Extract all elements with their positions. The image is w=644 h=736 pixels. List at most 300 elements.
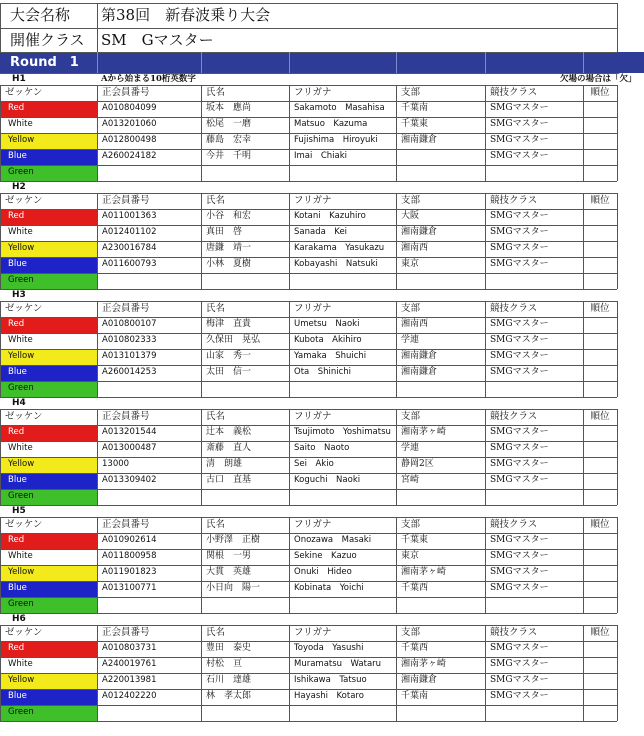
heat-title-row bbox=[0, 397, 644, 409]
grid-vline bbox=[396, 517, 397, 613]
cell-furigana[interactable]: Kobayashi Natsuki bbox=[294, 259, 378, 269]
cell-member-no[interactable]: A010804099 bbox=[102, 103, 157, 113]
round-bar-divider bbox=[583, 52, 584, 73]
cell-rank[interactable] bbox=[583, 689, 617, 705]
cell-member-no[interactable]: A013309402 bbox=[102, 475, 157, 485]
heat-title-row bbox=[0, 181, 644, 193]
cell-name[interactable]: 坂本 應尚 bbox=[206, 103, 252, 113]
cell-member-no[interactable]: A010800107 bbox=[102, 319, 157, 329]
grid-hline bbox=[0, 241, 617, 242]
grid-vline bbox=[289, 85, 290, 181]
cell-furigana[interactable] bbox=[289, 489, 396, 505]
cell-member-no[interactable]: A240019761 bbox=[102, 659, 157, 669]
grid-vline bbox=[289, 625, 290, 721]
cell-rank[interactable] bbox=[583, 673, 617, 689]
cell-branch[interactable]: 学連 bbox=[401, 335, 420, 345]
bib-red: Red bbox=[0, 641, 97, 657]
cell-member-no[interactable]: A230016784 bbox=[102, 243, 157, 253]
col-header-branch: 支部 bbox=[401, 195, 421, 206]
grid-vline bbox=[201, 625, 202, 721]
grid-vline bbox=[97, 301, 98, 397]
bib-blue: Blue bbox=[0, 257, 97, 273]
cell-member-no[interactable]: A013201544 bbox=[102, 427, 157, 437]
cell-furigana[interactable]: Fujishima Hiroyuki bbox=[294, 135, 378, 145]
cell-furigana[interactable] bbox=[289, 705, 396, 721]
col-header-member-no: 正会員番号 bbox=[102, 627, 150, 638]
grid-vline bbox=[396, 625, 397, 721]
cell-name[interactable]: 久保田 晃弘 bbox=[206, 335, 261, 345]
cell-class[interactable]: SMGマスター bbox=[490, 691, 549, 701]
grid-hline bbox=[0, 117, 617, 118]
grid-hline bbox=[0, 317, 617, 318]
cell-rank[interactable] bbox=[583, 581, 617, 597]
cell-name[interactable]: 今井 千明 bbox=[206, 151, 252, 161]
col-header-bib: ゼッケン bbox=[5, 627, 43, 638]
cell-member-no[interactable]: A013101379 bbox=[102, 351, 157, 361]
cell-furigana[interactable]: Ota Shinichi bbox=[294, 367, 352, 377]
cell-rank[interactable] bbox=[583, 257, 617, 273]
cell-name[interactable]: 小日向 陽一 bbox=[206, 583, 261, 593]
cell-rank[interactable] bbox=[583, 241, 617, 257]
col-header-name: 氏名 bbox=[206, 87, 226, 98]
cell-furigana[interactable]: Onuki Hideo bbox=[294, 567, 352, 577]
col-header-rank: 順位 bbox=[590, 303, 610, 314]
cell-member-no[interactable]: A012800498 bbox=[102, 135, 157, 145]
cell-name[interactable] bbox=[201, 273, 289, 289]
cell-name[interactable] bbox=[201, 381, 289, 397]
cell-class[interactable]: SMGマスター bbox=[490, 675, 549, 685]
grid-hline bbox=[0, 441, 617, 442]
cell-branch[interactable]: 大阪 bbox=[401, 211, 420, 221]
bib-yellow: Yellow bbox=[0, 457, 97, 473]
col-header-class: 競技クラス bbox=[490, 195, 538, 206]
grid-vline bbox=[97, 85, 98, 181]
cell-branch[interactable]: 湘南鎌倉 bbox=[401, 367, 438, 377]
col-header-class: 競技クラス bbox=[490, 627, 538, 638]
cell-rank[interactable] bbox=[583, 441, 617, 457]
cell-rank[interactable] bbox=[583, 149, 617, 165]
class-value[interactable]: SM Gマスター bbox=[101, 31, 214, 49]
cell-name[interactable]: 豊田 泰史 bbox=[206, 643, 252, 653]
cell-branch[interactable]: 東京 bbox=[401, 259, 420, 269]
cell-branch[interactable]: 千葉南 bbox=[401, 691, 429, 701]
col-header-furigana: フリガナ bbox=[294, 87, 332, 98]
col-header-furigana: フリガナ bbox=[294, 627, 332, 638]
grid-hline bbox=[0, 517, 617, 518]
cell-member-no[interactable]: A220013981 bbox=[102, 675, 157, 685]
cell-furigana[interactable]: Onozawa Masaki bbox=[294, 535, 372, 545]
col-header-name: 氏名 bbox=[206, 519, 226, 530]
cell-furigana[interactable]: Toyoda Yasushi bbox=[294, 643, 364, 653]
cell-name[interactable]: 村松 亘 bbox=[206, 659, 243, 669]
cell-class[interactable]: SMGマスター bbox=[490, 443, 549, 453]
cell-class[interactable]: SMGマスター bbox=[490, 259, 549, 269]
grid-vline bbox=[0, 301, 1, 397]
cell-class[interactable]: SMGマスター bbox=[490, 335, 549, 345]
cell-name[interactable]: 大貫 英雄 bbox=[206, 567, 252, 577]
grid-hline bbox=[0, 349, 617, 350]
cell-rank[interactable] bbox=[583, 101, 617, 117]
cell-rank[interactable] bbox=[583, 641, 617, 657]
cell-branch[interactable] bbox=[396, 489, 485, 505]
cell-rank[interactable] bbox=[583, 349, 617, 365]
cell-furigana[interactable]: Sekine Kazuo bbox=[294, 551, 357, 561]
cell-rank[interactable] bbox=[583, 365, 617, 381]
cell-rank[interactable] bbox=[583, 549, 617, 565]
cell-branch[interactable] bbox=[396, 705, 485, 721]
cell-class[interactable]: SMGマスター bbox=[490, 227, 549, 237]
cell-class[interactable]: SMGマスター bbox=[490, 459, 549, 469]
grid-vline bbox=[617, 301, 618, 397]
cell-member-no[interactable] bbox=[97, 597, 201, 613]
cell-rank[interactable] bbox=[583, 165, 617, 181]
cell-class[interactable]: SMGマスター bbox=[490, 319, 549, 329]
cell-member-no[interactable]: A260014253 bbox=[102, 367, 157, 377]
cell-class[interactable]: SMGマスター bbox=[490, 103, 549, 113]
grid-hline bbox=[0, 457, 617, 458]
cell-rank[interactable] bbox=[583, 381, 617, 397]
class-label: 開催クラス bbox=[10, 31, 85, 49]
grid-vline bbox=[97, 409, 98, 505]
grid-vline bbox=[0, 517, 1, 613]
cell-name[interactable]: 古口 直基 bbox=[206, 475, 252, 485]
grid-vline bbox=[617, 85, 618, 181]
round-bar-divider bbox=[201, 52, 202, 73]
cell-furigana[interactable]: Karakama Yasukazu bbox=[294, 243, 385, 253]
cell-name[interactable]: 小野澤 正樹 bbox=[206, 535, 261, 545]
grid-hline bbox=[0, 533, 617, 534]
grid-vline bbox=[201, 301, 202, 397]
heat-title: H4 bbox=[12, 398, 26, 408]
grid-hline bbox=[0, 165, 617, 166]
cell-branch[interactable]: 宮崎 bbox=[401, 475, 420, 485]
cell-name[interactable]: 唐鎌 靖一 bbox=[206, 243, 252, 253]
cell-name[interactable]: 清 朗雄 bbox=[206, 459, 243, 469]
cell-furigana[interactable]: Sei Akio bbox=[294, 459, 334, 469]
bib-red: Red bbox=[0, 209, 97, 225]
cell-furigana[interactable]: Umetsu Naoki bbox=[294, 319, 360, 329]
grid-hline bbox=[0, 489, 617, 490]
cell-rank[interactable] bbox=[583, 425, 617, 441]
cell-member-no[interactable]: A012401102 bbox=[102, 227, 157, 237]
bib-blue: Blue bbox=[0, 473, 97, 489]
cell-class[interactable]: SMGマスター bbox=[490, 535, 549, 545]
round-bar-divider bbox=[97, 52, 98, 73]
cell-class[interactable]: SMGマスター bbox=[490, 211, 549, 221]
grid-vline bbox=[583, 625, 584, 721]
cell-furigana[interactable]: Ishikawa Tatsuo bbox=[294, 675, 367, 685]
cell-member-no[interactable]: A012402220 bbox=[102, 691, 157, 701]
cell-rank[interactable] bbox=[583, 273, 617, 289]
cell-furigana[interactable]: Sakamoto Masahisa bbox=[294, 103, 385, 113]
cell-rank[interactable] bbox=[583, 533, 617, 549]
cell-rank[interactable] bbox=[583, 597, 617, 613]
grid-hline bbox=[0, 257, 617, 258]
cell-furigana[interactable]: Matsuo Kazuma bbox=[294, 119, 368, 129]
grid-vline bbox=[0, 3, 1, 52]
cell-member-no[interactable]: 13000 bbox=[102, 459, 130, 469]
cell-branch[interactable] bbox=[396, 273, 485, 289]
cell-furigana[interactable]: Yamaka Shuichi bbox=[294, 351, 367, 361]
cell-furigana[interactable] bbox=[289, 165, 396, 181]
grid-hline bbox=[0, 193, 617, 194]
cell-rank[interactable] bbox=[583, 473, 617, 489]
col-header-member-no: 正会員番号 bbox=[102, 519, 150, 530]
cell-name[interactable]: 太田 信一 bbox=[206, 367, 252, 377]
cell-branch[interactable]: 湘南茅ヶ崎 bbox=[401, 567, 447, 577]
cell-furigana[interactable]: Kobinata Yoichi bbox=[294, 583, 364, 593]
cell-name[interactable]: 小林 夏樹 bbox=[206, 259, 252, 269]
cell-furigana[interactable] bbox=[289, 381, 396, 397]
cell-furigana[interactable]: Hayashi Kotaro bbox=[294, 691, 364, 701]
cell-furigana[interactable] bbox=[289, 597, 396, 613]
cell-member-no[interactable]: A013000487 bbox=[102, 443, 157, 453]
cell-class[interactable] bbox=[485, 273, 583, 289]
cell-furigana[interactable]: Sanada Kei bbox=[294, 227, 348, 237]
grid-vline bbox=[396, 85, 397, 181]
grid-hline bbox=[0, 473, 617, 474]
cell-branch[interactable]: 千葉南 bbox=[401, 103, 429, 113]
bib-yellow: Yellow bbox=[0, 241, 97, 257]
cell-class[interactable]: SMGマスター bbox=[490, 659, 549, 669]
grid-vline bbox=[0, 193, 1, 289]
bib-green: Green bbox=[0, 597, 97, 613]
grid-hline bbox=[0, 181, 617, 182]
cell-branch[interactable]: 学連 bbox=[401, 443, 420, 453]
cell-rank[interactable] bbox=[583, 657, 617, 673]
grid-vline bbox=[396, 301, 397, 397]
col-header-class: 競技クラス bbox=[490, 87, 538, 98]
cell-name[interactable]: 斎藤 直人 bbox=[206, 443, 252, 453]
cell-rank[interactable] bbox=[583, 333, 617, 349]
cell-branch[interactable]: 湘南茅ヶ崎 bbox=[401, 659, 447, 669]
grid-vline bbox=[0, 409, 1, 505]
cell-furigana[interactable]: Kotani Kazuhiro bbox=[294, 211, 366, 221]
cell-class[interactable] bbox=[485, 381, 583, 397]
heat-title: H5 bbox=[12, 506, 26, 516]
event-name-label: 大会名称 bbox=[10, 6, 71, 24]
cell-class[interactable]: SMGマスター bbox=[490, 427, 549, 437]
col-header-member-no: 正会員番号 bbox=[102, 195, 150, 206]
grid-hline bbox=[0, 641, 617, 642]
grid-hline bbox=[0, 225, 617, 226]
cell-name[interactable]: 山家 秀一 bbox=[206, 351, 252, 361]
round-label: Round 1 bbox=[10, 55, 79, 70]
cell-name[interactable]: 梅津 直貴 bbox=[206, 319, 252, 329]
heat-title: H3 bbox=[12, 290, 26, 300]
grid-hline bbox=[0, 397, 617, 398]
grid-hline bbox=[0, 209, 617, 210]
cell-name[interactable]: 石川 達雄 bbox=[206, 675, 252, 685]
cell-rank[interactable] bbox=[583, 225, 617, 241]
bib-white: White bbox=[0, 441, 97, 457]
cell-rank[interactable] bbox=[583, 489, 617, 505]
heat-title-row bbox=[0, 73, 644, 85]
cell-rank[interactable] bbox=[583, 317, 617, 333]
grid-vline bbox=[583, 85, 584, 181]
cell-branch[interactable] bbox=[396, 381, 485, 397]
cell-branch[interactable] bbox=[396, 149, 485, 165]
cell-name[interactable] bbox=[201, 165, 289, 181]
bib-blue: Blue bbox=[0, 365, 97, 381]
grid-vline bbox=[201, 517, 202, 613]
cell-class[interactable] bbox=[485, 165, 583, 181]
col-header-furigana: フリガナ bbox=[294, 411, 332, 422]
col-header-branch: 支部 bbox=[401, 519, 421, 530]
cell-class[interactable] bbox=[485, 489, 583, 505]
cell-name[interactable]: 関根 一男 bbox=[206, 551, 252, 561]
cell-branch[interactable]: 湘南鎌倉 bbox=[401, 135, 438, 145]
cell-name[interactable] bbox=[201, 489, 289, 505]
cell-branch[interactable] bbox=[396, 165, 485, 181]
cell-branch[interactable]: 湘南西 bbox=[401, 319, 429, 329]
cell-member-no[interactable] bbox=[97, 489, 201, 505]
cell-class[interactable]: SMGマスター bbox=[490, 551, 549, 561]
cell-class[interactable]: SMGマスター bbox=[490, 643, 549, 653]
cell-branch[interactable]: 千葉西 bbox=[401, 643, 429, 653]
bib-red: Red bbox=[0, 533, 97, 549]
cell-class[interactable]: SMGマスター bbox=[490, 135, 549, 145]
cell-branch[interactable]: 湘南鎌倉 bbox=[401, 227, 438, 237]
grid-vline bbox=[97, 193, 98, 289]
grid-vline bbox=[396, 409, 397, 505]
bib-white: White bbox=[0, 225, 97, 241]
cell-class[interactable]: SMGマスター bbox=[490, 151, 549, 161]
heat-title-row bbox=[0, 613, 644, 625]
grid-vline bbox=[0, 85, 1, 181]
cell-name[interactable]: 真田 啓 bbox=[206, 227, 243, 237]
cell-class[interactable]: SMGマスター bbox=[490, 119, 549, 129]
grid-vline bbox=[617, 517, 618, 613]
cell-furigana[interactable]: Imai Chiaki bbox=[294, 151, 348, 161]
grid-hline bbox=[0, 689, 617, 690]
cell-branch[interactable]: 千葉西 bbox=[401, 583, 429, 593]
grid-hline bbox=[0, 409, 617, 410]
grid-hline bbox=[0, 73, 617, 74]
grid-hline bbox=[0, 133, 617, 134]
cell-furigana[interactable]: Tsujimoto Yoshimatsu bbox=[294, 427, 391, 437]
cell-member-no[interactable]: A011600793 bbox=[102, 259, 157, 269]
cell-furigana[interactable]: Saito Naoto bbox=[294, 443, 350, 453]
grid-hline bbox=[0, 3, 617, 4]
cell-rank[interactable] bbox=[583, 565, 617, 581]
cell-name[interactable] bbox=[201, 597, 289, 613]
grid-vline bbox=[97, 3, 98, 52]
grid-hline bbox=[0, 381, 617, 382]
heat-title-row bbox=[0, 289, 644, 301]
cell-branch[interactable]: 湘南茅ヶ崎 bbox=[401, 427, 447, 437]
cell-member-no[interactable]: A011001363 bbox=[102, 211, 157, 221]
cell-rank[interactable] bbox=[583, 133, 617, 149]
grid-vline bbox=[396, 193, 397, 289]
cell-rank[interactable] bbox=[583, 457, 617, 473]
cell-class[interactable]: SMGマスター bbox=[490, 475, 549, 485]
cell-furigana[interactable]: Kubota Akihiro bbox=[294, 335, 362, 345]
cell-name[interactable]: 林 孝太郎 bbox=[206, 691, 252, 701]
cell-class[interactable]: SMGマスター bbox=[490, 367, 549, 377]
col-header-bib: ゼッケン bbox=[5, 411, 43, 422]
grid-hline bbox=[0, 28, 617, 29]
grid-vline bbox=[583, 301, 584, 397]
cell-name[interactable] bbox=[201, 705, 289, 721]
event-name-value[interactable]: 第38回 新春波乗り大会 bbox=[101, 6, 271, 24]
cell-branch[interactable]: 湘南鎌倉 bbox=[401, 675, 438, 685]
col-header-name: 氏名 bbox=[206, 411, 226, 422]
cell-branch[interactable]: 千葉東 bbox=[401, 535, 429, 545]
cell-class[interactable]: SMGマスター bbox=[490, 567, 549, 577]
cell-member-no[interactable]: A011800958 bbox=[102, 551, 157, 561]
grid-vline bbox=[485, 301, 486, 397]
cell-member-no[interactable] bbox=[97, 381, 201, 397]
col-header-branch: 支部 bbox=[401, 87, 421, 98]
cell-branch[interactable] bbox=[396, 597, 485, 613]
cell-member-no[interactable] bbox=[97, 273, 201, 289]
grid-hline bbox=[0, 52, 617, 53]
round-bar-divider bbox=[396, 52, 397, 73]
grid-hline bbox=[0, 85, 617, 86]
col-header-furigana: フリガナ bbox=[294, 195, 332, 206]
grid-vline bbox=[583, 193, 584, 289]
cell-branch[interactable]: 湘南鎌倉 bbox=[401, 351, 438, 361]
round-bar-divider bbox=[289, 52, 290, 73]
cell-member-no[interactable] bbox=[97, 705, 201, 721]
cell-class[interactable]: SMGマスター bbox=[490, 583, 549, 593]
cell-member-no[interactable]: A010902614 bbox=[102, 535, 157, 545]
cell-rank[interactable] bbox=[583, 117, 617, 133]
cell-member-no[interactable]: A010802333 bbox=[102, 335, 157, 345]
col-header-name: 氏名 bbox=[206, 303, 226, 314]
cell-member-no[interactable]: A010803731 bbox=[102, 643, 157, 653]
cell-class[interactable] bbox=[485, 705, 583, 721]
cell-member-no[interactable]: A011901823 bbox=[102, 567, 157, 577]
cell-name[interactable]: 小谷 和宏 bbox=[206, 211, 252, 221]
grid-vline bbox=[485, 517, 486, 613]
cell-furigana[interactable]: Muramatsu Wataru bbox=[294, 659, 382, 669]
cell-branch[interactable]: 湘南西 bbox=[401, 243, 429, 253]
grid-hline bbox=[0, 365, 617, 366]
grid-hline bbox=[0, 625, 617, 626]
cell-class[interactable] bbox=[485, 597, 583, 613]
cell-name[interactable]: 辻本 義松 bbox=[206, 427, 252, 437]
cell-branch[interactable]: 静岡2区 bbox=[401, 459, 434, 469]
cell-rank[interactable] bbox=[583, 209, 617, 225]
cell-branch[interactable]: 東京 bbox=[401, 551, 420, 561]
grid-hline bbox=[0, 425, 617, 426]
cell-class[interactable]: SMGマスター bbox=[490, 351, 549, 361]
grid-hline bbox=[0, 301, 617, 302]
cell-member-no[interactable]: A013201060 bbox=[102, 119, 157, 129]
cell-member-no[interactable]: A260024182 bbox=[102, 151, 157, 161]
cell-name[interactable]: 藤島 宏幸 bbox=[206, 135, 252, 145]
cell-class[interactable]: SMGマスター bbox=[490, 243, 549, 253]
grid-vline bbox=[97, 625, 98, 721]
heat-title: H1 bbox=[12, 74, 26, 84]
cell-member-no[interactable] bbox=[97, 165, 201, 181]
grid-vline bbox=[97, 517, 98, 613]
col-header-rank: 順位 bbox=[590, 411, 610, 422]
bib-blue: Blue bbox=[0, 581, 97, 597]
grid-vline bbox=[617, 409, 618, 505]
cell-furigana[interactable] bbox=[289, 273, 396, 289]
cell-name[interactable]: 松尾 一磨 bbox=[206, 119, 252, 129]
cell-branch[interactable]: 千葉東 bbox=[401, 119, 429, 129]
cell-member-no[interactable]: A013100771 bbox=[102, 583, 157, 593]
bib-green: Green bbox=[0, 489, 97, 505]
grid-vline bbox=[289, 193, 290, 289]
cell-furigana[interactable]: Koguchi Naoki bbox=[294, 475, 361, 485]
grid-vline bbox=[485, 85, 486, 181]
cell-rank[interactable] bbox=[583, 705, 617, 721]
